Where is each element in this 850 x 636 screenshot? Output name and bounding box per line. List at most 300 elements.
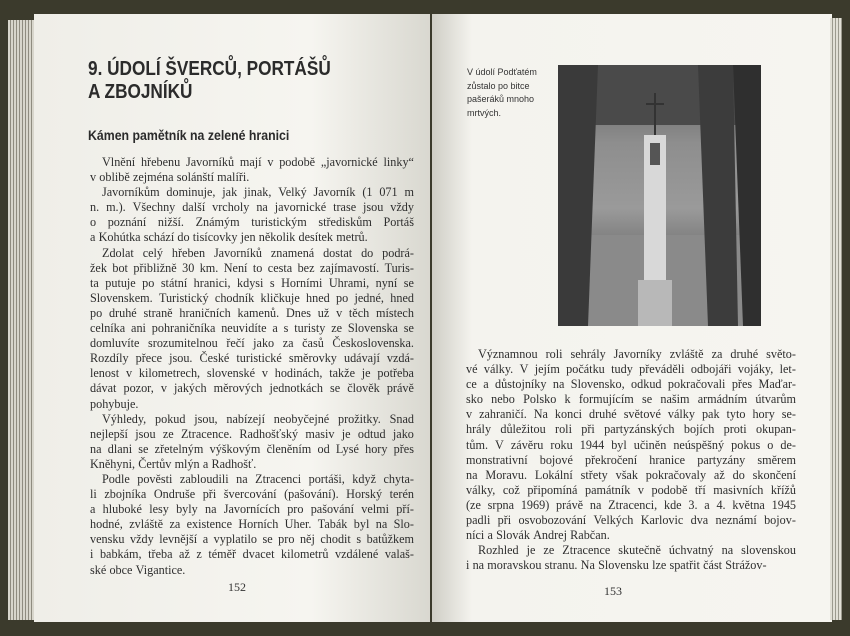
word: a (483, 377, 489, 392)
word: velmi (361, 502, 390, 517)
word: státní (160, 275, 188, 290)
word: je (361, 366, 371, 381)
word: jinak, (244, 185, 272, 200)
word: hory (365, 441, 388, 456)
word: Ztracence (562, 543, 611, 558)
word: Lysé (335, 441, 359, 456)
word: nyní (375, 275, 398, 290)
word: ské (90, 562, 107, 577)
word: dvacet (242, 547, 275, 562)
word: sehrály (570, 347, 606, 361)
word: 1969) (520, 497, 550, 512)
word: pokus (731, 437, 761, 452)
word: tří (694, 482, 706, 497)
word: neznámí (715, 513, 757, 528)
word: spatřit (669, 558, 700, 573)
word: s (269, 275, 275, 290)
word: 071 (379, 185, 398, 200)
word: se (403, 275, 414, 290)
text-line (90, 291, 414, 306)
text-line (90, 230, 414, 245)
word: chodník (214, 290, 255, 305)
word: Strážov- (725, 558, 767, 573)
text-line (90, 563, 414, 578)
word: celníka (90, 321, 126, 336)
word: Horský (346, 487, 383, 502)
word: války. (483, 362, 514, 377)
word: střety (580, 467, 608, 482)
word: pří- (396, 502, 414, 517)
word: zbojníka (104, 487, 147, 502)
word: Velkých (593, 513, 634, 528)
word: Rozhled (478, 543, 519, 558)
word: Kohútka (98, 230, 141, 245)
word: 30 (182, 260, 195, 275)
chapter-title (88, 58, 331, 104)
word: let- (779, 362, 796, 377)
text-line (466, 347, 796, 362)
word: partyzánských (604, 422, 675, 437)
text-line (90, 472, 414, 487)
word: však (615, 467, 638, 482)
text-line (90, 502, 414, 517)
word: odtud (357, 426, 386, 441)
word: úchvatný (668, 543, 714, 558)
word: část (703, 558, 723, 573)
word: Radhošť. (211, 456, 257, 471)
text-line (90, 547, 414, 562)
word: Andrej (533, 528, 567, 543)
word: cesta (267, 260, 293, 275)
word: km. (199, 260, 219, 275)
word: směrem (757, 452, 796, 467)
word: a (90, 502, 96, 517)
word: skončení (752, 467, 796, 482)
word: křížů (770, 482, 796, 497)
word: se (641, 392, 653, 407)
word: po (90, 305, 103, 320)
word: Ztracenci, (608, 497, 658, 512)
word: jsou, (194, 411, 218, 426)
word: švercování (223, 487, 277, 502)
word: ta (90, 275, 99, 290)
word: pokud (155, 411, 186, 426)
word: hluboké (102, 502, 142, 517)
word: od (317, 441, 330, 456)
text-line (466, 543, 796, 558)
word: hranici, (193, 275, 231, 290)
word: javornické (274, 200, 327, 215)
word: m.). (106, 200, 126, 215)
word: 1945 (771, 497, 796, 512)
word: i (90, 547, 94, 562)
word: zabloudili (179, 471, 229, 486)
word: se (262, 532, 273, 547)
word: malíři. (217, 170, 250, 185)
word: terén (389, 487, 414, 502)
text-line (90, 276, 414, 291)
word: roku (550, 437, 573, 452)
word: Javorníků (186, 155, 235, 169)
text-line (466, 498, 796, 513)
word: České (199, 351, 230, 366)
word: skutečně (618, 543, 661, 558)
word: Vlnění (102, 155, 136, 169)
word: okupan- (755, 422, 796, 437)
word: byl (353, 517, 370, 532)
word: Známým (195, 215, 240, 230)
word: kilometrů (281, 547, 329, 562)
word: na (256, 200, 268, 215)
text-line (90, 321, 414, 336)
word: války, (466, 482, 496, 497)
right-body-text (466, 347, 796, 573)
word: tisícovky (192, 230, 238, 245)
word: do (361, 245, 374, 260)
word: trase (333, 200, 357, 215)
word: Tabák (317, 517, 348, 532)
word: přibližně (133, 260, 177, 275)
page-number-right: 153 (604, 584, 622, 598)
word: níci (466, 528, 485, 543)
word: z (196, 547, 202, 562)
photo-memorial-cross (558, 65, 761, 326)
word: jednotkách (269, 381, 323, 396)
word: a (202, 456, 209, 471)
word: pak (701, 407, 720, 422)
word: srozumitelnou (148, 336, 218, 351)
word: padli (466, 513, 491, 528)
word: dostat (323, 245, 353, 260)
word: kde (663, 497, 682, 512)
word: Ztracenci (255, 471, 302, 486)
word: pro (287, 502, 304, 517)
word: desítek (298, 230, 334, 245)
text-line (90, 170, 414, 185)
word: mlýn (174, 456, 200, 471)
word: v (125, 366, 133, 381)
word: nejlepší (90, 426, 128, 441)
word: ze (331, 321, 343, 336)
text-line (466, 438, 796, 453)
word: i (466, 558, 470, 573)
word: tům. (466, 437, 489, 452)
word: učiněn (633, 437, 667, 452)
word: roli (545, 347, 563, 361)
word: hranice (649, 452, 686, 467)
word: hraničních (179, 305, 231, 320)
word: Podle (102, 471, 130, 486)
word: připomíná (527, 482, 578, 497)
word: Javorníkům (102, 185, 160, 200)
word: a (90, 230, 96, 245)
word: na (472, 558, 485, 573)
word: Portáš (383, 215, 414, 230)
text-line (466, 468, 796, 483)
word: Javorníky (613, 347, 662, 361)
word: batůžkem (366, 532, 414, 547)
word: do (732, 467, 745, 482)
word: Velký (278, 185, 307, 200)
word: člověk (347, 381, 380, 396)
word: lenost (90, 366, 120, 381)
word: Na (580, 558, 595, 573)
text-line (90, 442, 414, 457)
word: pohybuje. (90, 396, 139, 411)
word: hory (752, 407, 775, 422)
word: sko (466, 392, 483, 407)
text-line (90, 381, 414, 396)
word: vzdá- (386, 351, 414, 366)
text-line (466, 513, 796, 528)
word: Zdolat (102, 245, 134, 260)
word: Polsko (523, 392, 557, 407)
word: V (519, 362, 529, 377)
left-body-text (90, 155, 414, 578)
word: až (713, 467, 725, 482)
word: světové (623, 407, 661, 422)
word: což (502, 482, 520, 497)
word: turistické (236, 351, 282, 366)
word: Horních (238, 517, 279, 532)
word: existence (186, 517, 232, 532)
word: vždy (130, 532, 154, 547)
word: jakých (174, 381, 207, 396)
word: podobě (279, 155, 316, 169)
word: oblibě (99, 170, 130, 185)
text-line (90, 532, 414, 547)
text-line (466, 558, 796, 573)
text-line (466, 483, 796, 498)
word: ze (543, 543, 555, 558)
page-stack-edge-right (830, 18, 842, 620)
word: o (767, 437, 774, 452)
word: na (589, 497, 602, 512)
word: pozor, (123, 381, 154, 396)
word: Radhošťský (239, 426, 299, 441)
word: vojáky, (737, 362, 774, 377)
word: lze (652, 558, 667, 573)
word: Slovenska (347, 321, 398, 336)
word: 1944 (579, 437, 605, 452)
word: putuje (105, 275, 136, 290)
word: důležitou (500, 422, 546, 437)
word: hned (306, 290, 330, 305)
word: jsou (135, 426, 156, 441)
word: v (267, 155, 274, 169)
word: Snad (389, 411, 414, 426)
text-line (90, 215, 414, 230)
word: se- (781, 407, 796, 422)
word: jako (392, 426, 414, 441)
word: na (466, 467, 478, 482)
word: Čertův (138, 456, 172, 471)
word: členěním (266, 441, 312, 456)
word: linky“ (383, 155, 414, 169)
word: vždy (390, 200, 414, 215)
word: odbojáři (690, 362, 732, 377)
word: de- (780, 437, 796, 452)
word: prožitky. (337, 411, 381, 426)
word: po (142, 275, 155, 290)
word: vé (466, 362, 478, 377)
word: Všechny (132, 200, 176, 215)
word: Javorník (313, 185, 356, 200)
word: takže (329, 366, 355, 381)
word: Javornících (223, 502, 280, 517)
word: Ztracence. (180, 426, 233, 441)
word: Slovensko, (570, 377, 625, 392)
word: a (704, 497, 710, 512)
word: v (336, 305, 343, 320)
word: světo- (766, 347, 796, 361)
word: zejména (132, 170, 174, 185)
word: to (252, 260, 263, 275)
word: nebo (491, 392, 515, 407)
text-line (90, 200, 414, 215)
word: zřetelným (154, 441, 204, 456)
word: Turis- (384, 260, 414, 275)
word: masivních (713, 482, 764, 497)
text-line (90, 487, 414, 502)
word: pokračovaly (645, 467, 707, 482)
text-line (466, 392, 796, 407)
text-line (90, 427, 414, 442)
word: v (637, 482, 644, 497)
word: hřebenu (140, 155, 181, 169)
word: přes (731, 377, 753, 392)
word: žek (90, 260, 107, 275)
word: důstojníky (495, 377, 547, 392)
word: Slovensku (598, 558, 649, 573)
word: dominuje, (166, 185, 216, 200)
word: schází (143, 230, 175, 245)
word: Slovenskem. (90, 290, 153, 305)
word: Československa. (332, 336, 414, 351)
word: turistickým (251, 215, 307, 230)
word: dávat (90, 381, 117, 396)
word: slovenskou (741, 543, 796, 558)
chapter-title-line: A ZBOJNÍKŮ (88, 81, 193, 103)
word: Maďar- (758, 377, 796, 392)
word: podrá- (382, 245, 414, 260)
word: proti (723, 422, 747, 437)
word: levnější (159, 532, 198, 547)
word: jen (240, 230, 256, 245)
word: udávají (343, 351, 380, 366)
text-line (466, 453, 796, 468)
word: turisty (294, 321, 326, 336)
word: hodné, (90, 517, 123, 532)
word: dva (690, 513, 709, 528)
word: moravskou (487, 558, 542, 573)
word: k (564, 392, 571, 407)
word: portáši, (308, 471, 345, 486)
word: pro (278, 532, 295, 547)
word: druhé (730, 347, 759, 361)
text-line (90, 517, 414, 532)
word: zajímavostí. (319, 260, 380, 275)
word: s (356, 532, 362, 547)
word: Kněhyni, (90, 456, 136, 471)
word: tyto (726, 407, 746, 422)
word: výškovým (209, 441, 261, 456)
word: bojov- (764, 513, 796, 528)
word: zahraničí. (479, 407, 527, 422)
word: když (352, 471, 376, 486)
word: Javorníků (213, 245, 263, 260)
word: v (90, 170, 97, 185)
text-line (90, 397, 414, 412)
word: zvláště (129, 517, 164, 532)
word: chodit (320, 532, 351, 547)
word: partyzány (697, 452, 746, 467)
word: lesy (149, 502, 169, 517)
word: konci (554, 407, 582, 422)
word: zvláště (669, 347, 704, 361)
word: při (202, 487, 217, 502)
word: formujícím (578, 392, 634, 407)
word: počátku (566, 362, 605, 377)
word: byly (176, 502, 198, 517)
word: valaš- (384, 547, 414, 562)
word: a (202, 532, 209, 547)
word: m (404, 185, 414, 200)
word: našim (660, 392, 690, 407)
word: bojové (539, 452, 573, 467)
word: je (341, 426, 351, 441)
word: slovenské (206, 366, 255, 381)
word: už (317, 305, 330, 320)
word: druhé (108, 305, 137, 320)
word: (pašování). (284, 487, 339, 502)
word: Ondruše (153, 487, 196, 502)
word: právě (386, 381, 414, 396)
text-line (466, 407, 796, 422)
word: pokračovali (667, 377, 726, 392)
word: odkud (631, 377, 662, 392)
word: právě (556, 497, 584, 512)
word: v (160, 381, 167, 396)
word: přes (393, 441, 414, 456)
word: stranu. (544, 558, 578, 573)
word: je (526, 543, 536, 558)
word: straně (143, 305, 173, 320)
word: roli (555, 422, 572, 437)
word: pašování (310, 502, 355, 517)
word: na (552, 377, 565, 392)
word: nabízejí (226, 411, 265, 426)
word: se (330, 381, 341, 396)
word: celý (142, 245, 164, 260)
word: války (667, 407, 695, 422)
word: V (495, 437, 504, 452)
word: Rabčan. (570, 528, 610, 543)
word: převáděli (639, 362, 685, 377)
word: Lokální (534, 467, 573, 482)
word: časů (302, 336, 324, 351)
word: bojích (683, 422, 715, 437)
word: jsou (363, 200, 384, 215)
word: srpna (487, 497, 515, 512)
word: kilometrech, (138, 366, 201, 381)
word: metrů. (336, 230, 368, 245)
word: 4. (716, 497, 726, 512)
text-line (90, 261, 414, 276)
word: vzdálené (334, 547, 379, 562)
word: jako (253, 336, 275, 351)
page-number-left: 152 (228, 580, 246, 594)
